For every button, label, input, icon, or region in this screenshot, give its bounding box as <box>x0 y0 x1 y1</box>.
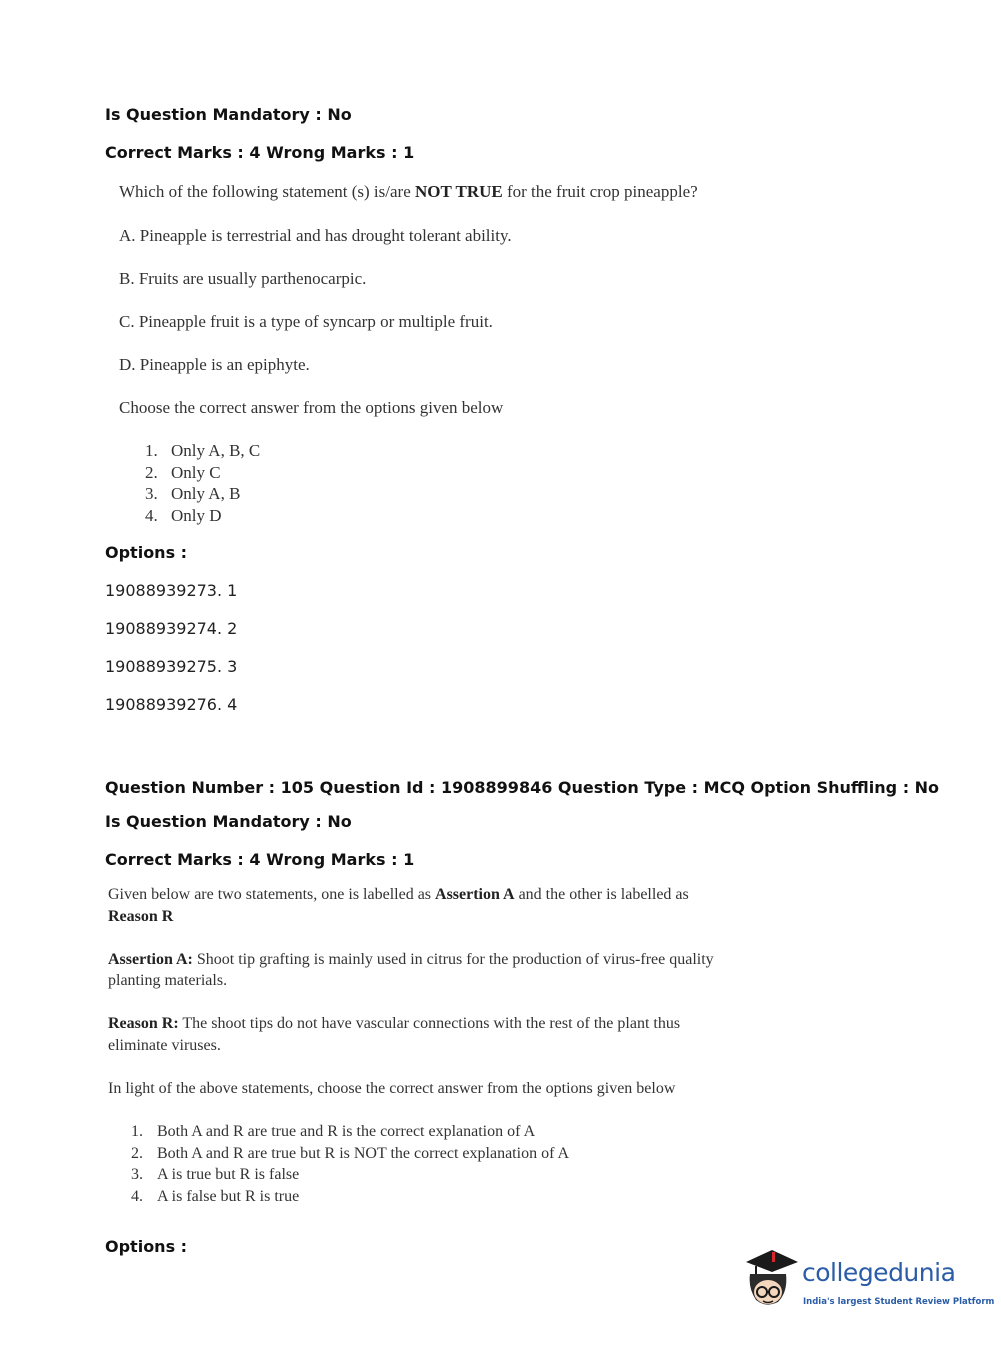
answer-text: A is false but R is true <box>157 1188 300 1205</box>
q2-reason-line2: eliminate viruses. <box>108 1037 221 1054</box>
q1-option: 19088939273. 1 <box>105 581 238 600</box>
answer-text: Both A and R are true but R is NOT the correct explanation of A <box>157 1145 570 1162</box>
q2-intro <box>108 886 689 904</box>
q2-reason <box>108 1015 680 1033</box>
q1-option: 19088939274. 2 <box>105 619 238 638</box>
q2-assertion-text: Shoot tip grafting is mainly used in citrus for the production of virus-free quality <box>192 951 714 968</box>
q2-reason-text: The shoot tips do not have vascular connections with the rest of the plant thus <box>178 1015 681 1032</box>
logo-tagline: India's largest Student Review Platform <box>803 1297 995 1307</box>
q1-choose: Choose the correct answer from the options given below <box>119 398 504 417</box>
q1-stem <box>119 182 698 202</box>
q1-marks: Correct Marks : 4 Wrong Marks : 1 <box>105 143 415 162</box>
answer-number: 4. <box>145 506 158 525</box>
q1-answer <box>145 463 221 483</box>
answer-text: Only A, B <box>171 484 241 503</box>
q2-answer <box>131 1145 569 1163</box>
answer-number: 1. <box>131 1123 143 1140</box>
answer-number: 2. <box>145 463 158 482</box>
q2-light: In light of the above statements, choose the correct answer from the options given below <box>108 1080 676 1097</box>
answer-number: 2. <box>131 1145 143 1162</box>
q1-statement: B. Fruits are usually parthenocarpic. <box>119 269 367 288</box>
q1-stem-post: for the fruit crop pineapple? <box>502 182 698 201</box>
q1-options-label: Options : <box>105 543 188 562</box>
q1-stem-bold: NOT TRUE <box>415 182 503 201</box>
answer-text: Only D <box>171 506 222 525</box>
q2-marks: Correct Marks : 4 Wrong Marks : 1 <box>105 850 415 869</box>
q2-header: Question Number : 105 Question Id : 1908899846 Question Type : MCQ Option Shuffling : No <box>105 778 940 797</box>
q2-assertion-line2: planting materials. <box>108 972 228 989</box>
q1-statement: A. Pineapple is terrestrial and has drought tolerant ability. <box>119 226 512 245</box>
mascot-icon <box>742 1248 800 1318</box>
q1-option: 19088939276. 4 <box>105 695 238 714</box>
q1-statement: D. Pineapple is an epiphyte. <box>119 355 310 374</box>
q1-statement: C. Pineapple fruit is a type of syncarp or multiple fruit. <box>119 312 493 331</box>
answer-text: Both A and R are true and R is the correct explanation of A <box>157 1123 536 1140</box>
q2-intro-post: and the other is labelled as <box>514 886 689 903</box>
q2-options-label: Options : <box>105 1237 188 1256</box>
q2-reason-label: Reason R: <box>108 1015 179 1032</box>
answer-number: 3. <box>145 484 158 503</box>
q1-option: 19088939275. 3 <box>105 657 238 676</box>
answer-text: Only C <box>171 463 221 482</box>
q1-mandatory: Is Question Mandatory : No <box>105 105 352 124</box>
answer-text: A is true but R is false <box>157 1166 300 1183</box>
q1-answer <box>145 506 222 526</box>
q2-intro-line2 <box>108 908 173 926</box>
q2-assertion <box>108 951 714 969</box>
q2-assertion-label: Assertion A: <box>108 951 193 968</box>
collegedunia-logo <box>742 1248 995 1318</box>
answer-number: 1. <box>145 441 158 460</box>
q2-answer <box>131 1123 535 1141</box>
q1-stem-pre: Which of the following statement (s) is/are <box>119 182 415 201</box>
answer-number: 4. <box>131 1188 143 1205</box>
answer-number: 3. <box>131 1166 143 1183</box>
q2-intro-bold: Assertion A <box>435 886 515 903</box>
q2-answer <box>131 1188 299 1206</box>
answer-text: Only A, B, C <box>171 441 261 460</box>
q1-answer <box>145 484 240 504</box>
q1-answer <box>145 441 260 461</box>
q2-intro-pre: Given below are two statements, one is labelled as <box>108 886 436 903</box>
q2-answer <box>131 1166 299 1184</box>
q2-intro-reason: Reason R <box>108 908 174 925</box>
q2-mandatory: Is Question Mandatory : No <box>105 812 352 831</box>
logo-name: collegedunia <box>802 1258 956 1287</box>
